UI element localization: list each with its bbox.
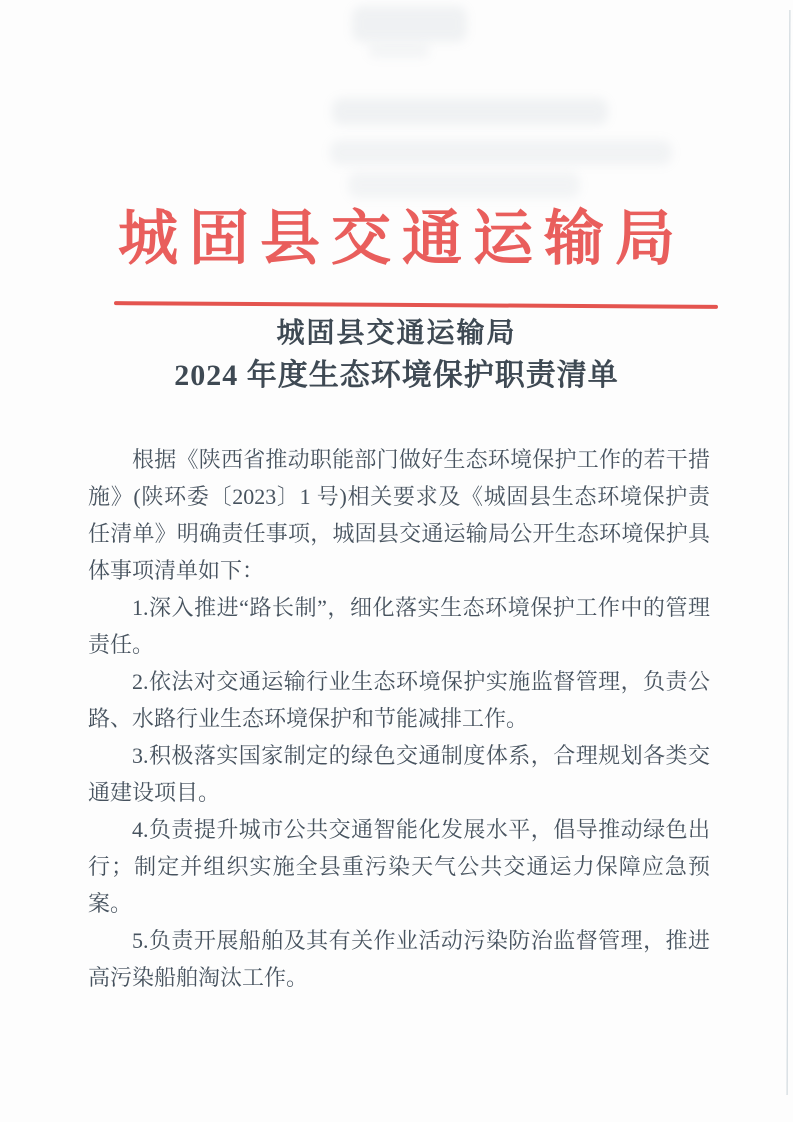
bleedthrough-artifact: [368, 44, 430, 58]
bleedthrough-artifact: [330, 140, 672, 165]
bleedthrough-artifact: [352, 6, 467, 42]
bleedthrough-artifact: [348, 172, 580, 198]
letterhead-divider-rule: [114, 301, 718, 309]
body-paragraph-item3: 3.积极落实国家制定的绿色交通制度体系，合理规划各类交通建设项目。: [88, 743, 710, 805]
document-title-line2: 2024 年度生态环境保护职责清单: [174, 359, 619, 392]
body-paragraph-item4: 4.负责提升城市公共交通智能化发展水平，倡导推动绿色出行；制定并组织实施全县重污染天气公共交通运力保障应急预案。: [88, 817, 710, 916]
body-paragraph-item1: 1.深入推进“路长制”，细化落实生态环境保护工作中的管理责任。: [88, 595, 710, 657]
bleedthrough-artifact: [332, 98, 608, 125]
letterhead-title: 城固县交通运输局: [118, 206, 686, 272]
document-body: [88, 441, 710, 996]
scan-edge-shadow: [787, 10, 791, 1095]
document-title: [0, 313, 793, 397]
body-paragraph-item2: 2.依法对交通运输行业生态环境保护实施监督管理，负责公路、水路行业生态环境保护和节能减排工作。: [88, 669, 710, 731]
body-paragraph-item5: 5.负责开展船舶及其有关作业活动污染防治监督管理，推进高污染船舶淘汰工作。: [88, 928, 710, 990]
document-title-line1: 城固县交通运输局: [276, 318, 517, 349]
body-paragraph-intro: 根据《陕西省推动职能部门做好生态环境保护工作的若干措施》(陕环委〔2023〕1 号)相关要求及《城固县生态环境保护责任清单》明确责任事项，城固县交通运输局公开生态环境保护具体事项清单如下：: [88, 447, 710, 583]
